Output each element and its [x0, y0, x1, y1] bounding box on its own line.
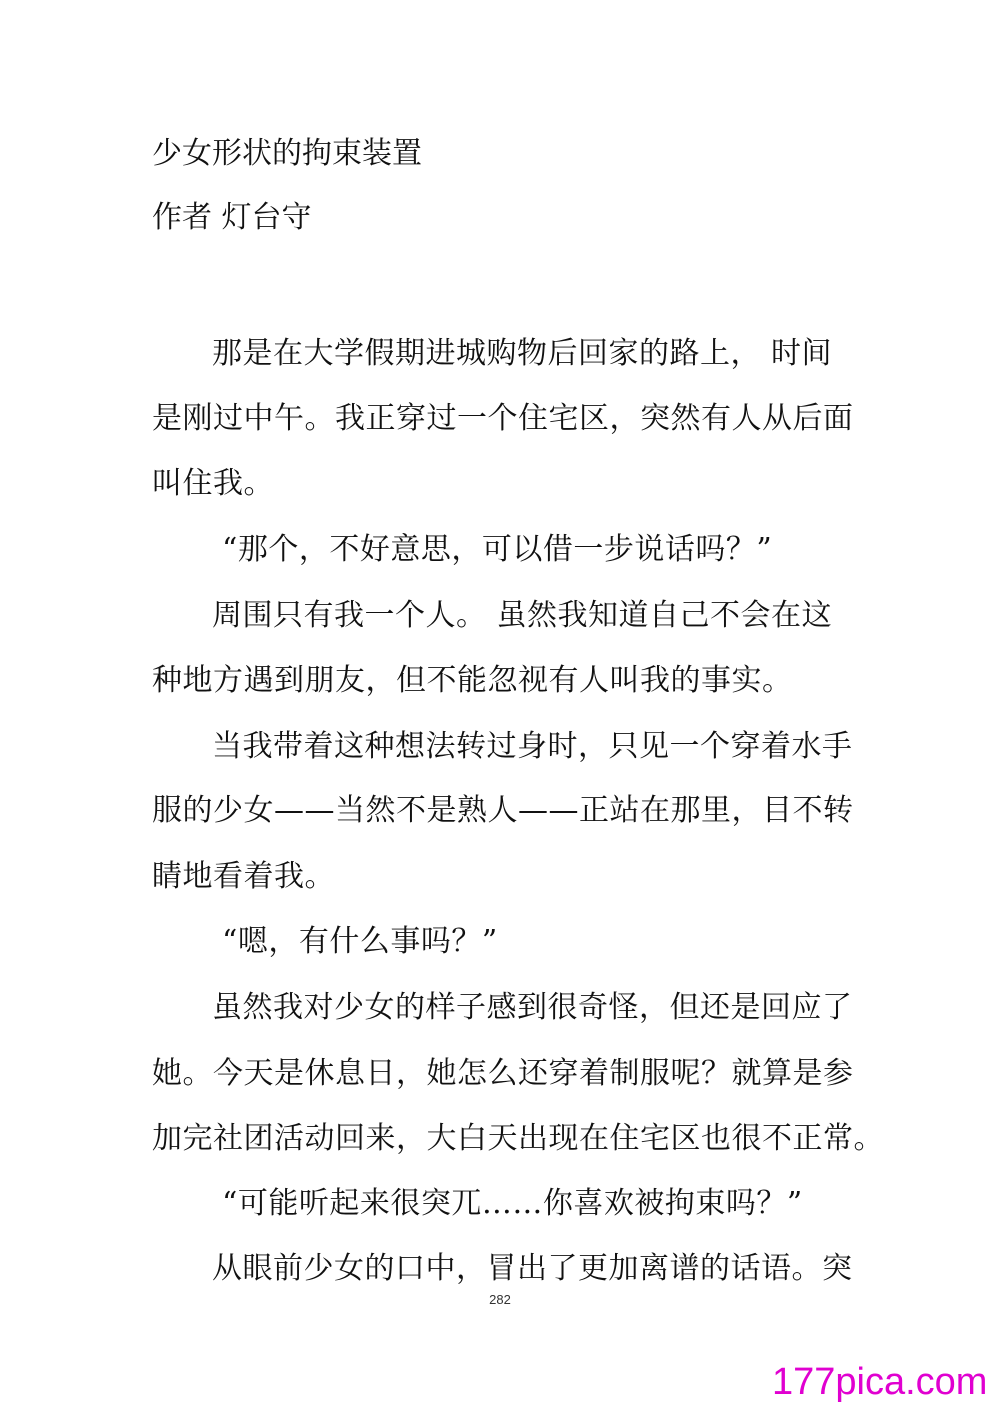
body-line: “嗯，有什么事吗？”	[222, 924, 498, 959]
body-line: “可能听起来很突兀……你喜欢被拘束吗？”	[222, 1186, 803, 1221]
body-line: 当我带着这种想法转过身时，只见一个穿着水手	[212, 729, 853, 764]
body-line: 服的少女——当然不是熟人——正站在那里，目不转	[152, 793, 854, 828]
body-line: “那个，不好意思，可以借一步说话吗？”	[222, 532, 773, 567]
body-line: 那是在大学假期进城购物后回家的路上， 时间	[212, 336, 833, 371]
body-line: 睛地看着我。	[152, 859, 335, 894]
body-line: 从眼前少女的口中，冒出了更加离谱的话语。突	[212, 1251, 853, 1286]
site-watermark: 177pica.com	[772, 1361, 988, 1403]
body-line: 周围只有我一个人。 虽然我知道自己不会在这	[212, 598, 833, 633]
author-line: 作者 灯台守	[152, 200, 312, 235]
body-line: 种地方遇到朋友，但不能忽视有人叫我的事实。	[152, 663, 793, 698]
body-line: 叫住我。	[152, 466, 274, 501]
page-number: 282	[489, 1292, 511, 1307]
body-line: 加完社团活动回来，大白天出现在住宅区也很不正常。	[152, 1121, 884, 1156]
body-line: 是刚过中午。我正穿过一个住宅区，突然有人从后面	[152, 401, 854, 436]
body-line: 她。今天是休息日，她怎么还穿着制服呢？就算是参	[152, 1056, 854, 1091]
story-title: 少女形状的拘束装置	[152, 136, 422, 171]
body-line: 虽然我对少女的样子感到很奇怪，但还是回应了	[212, 990, 853, 1025]
